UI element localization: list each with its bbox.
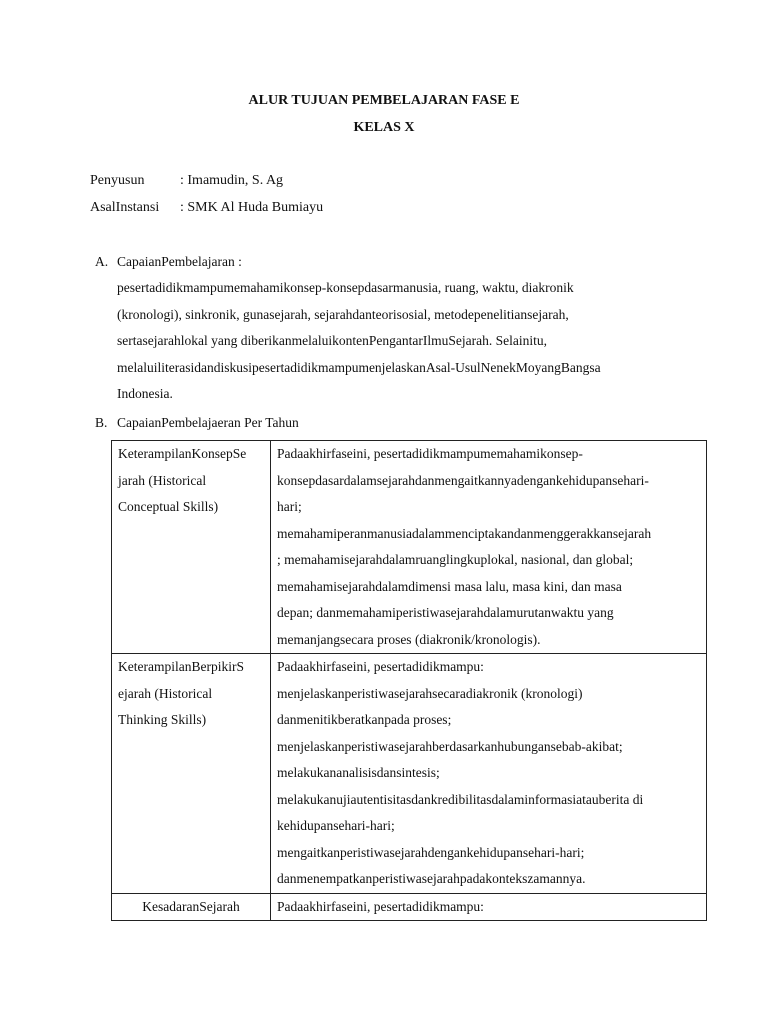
table-cell-content [271, 893, 707, 921]
cell-line: memanjangsecara proses (diakronik/kronologis). [277, 631, 541, 647]
table-cell-label [112, 893, 271, 921]
cell-line: KeterampilanKonsepSe [118, 446, 247, 461]
cell-line: KeterampilanBerpikirS [118, 659, 244, 674]
paragraph-line: (kronologi), sinkronik, gunasejarah, sejarahdanteorisosial, metodepenelitiansejarah, [117, 306, 569, 322]
learning-outcomes-table [111, 440, 707, 921]
cell-line: ejarah (Historical [118, 685, 213, 701]
cell-line: Thinking Skills) [118, 712, 207, 727]
section-title: CapaianPembelajaran : [117, 254, 242, 269]
cell-line: mengaitkanperistiwasejarahdengankehidupansehari-hari; [277, 844, 585, 860]
meta-value: : SMK Al Huda Bumiayu [180, 200, 324, 215]
cell-line: hari; [277, 499, 302, 514]
paragraph-line: melaluiliterasidandiskusipesertadidikmampumenjelaskanAsal-UsulNenekMoyangBangsa [117, 359, 601, 375]
cell-line: kehidupansehari-hari; [277, 818, 395, 833]
table-row [112, 654, 707, 894]
cell-line: danmenempatkanperistiwasejarahpadakontekszamannya. [277, 871, 586, 886]
meta-key: AsalInstansi [90, 200, 160, 215]
cell-line: Padaakhirfaseini, pesertadidikmampu: [277, 659, 484, 674]
section-b-heading [95, 415, 299, 431]
table-cell-label [112, 441, 271, 654]
paragraph-line: Indonesia. [117, 386, 173, 401]
table-cell-content [271, 654, 707, 894]
section-title: CapaianPembelajaeran Per Tahun [117, 415, 299, 430]
cell-line: ; memahamisejarahdalamruanglingkuplokal, nasional, dan global; [277, 552, 634, 567]
section-letter: B. [95, 415, 108, 430]
cell-line: danmenitikberatkanpada proses; [277, 712, 452, 727]
section-a-heading [95, 254, 242, 270]
cell-line: Padaakhirfaseini, pesertadidikmampumemahamikonsep- [277, 446, 583, 461]
table-cell-content [271, 441, 707, 654]
meta-value: : Imamudin, S. Ag [180, 173, 284, 188]
table-row [112, 893, 707, 921]
cell-line: KesadaranSejarah [142, 898, 240, 914]
document-subtitle: KELAS X [353, 120, 415, 135]
cell-line: memahamiperanmanusiadalammenciptakandanmenggerakkansejarah [277, 525, 652, 541]
cell-line: menjelaskanperistiwasejarahberdasarkanhubungansebab-akibat; [277, 738, 623, 754]
paragraph-line: sertasejarahlokal yang diberikanmelaluikontenPengantarIlmuSejarah. Selainitu, [117, 333, 547, 348]
meta-key: Penyusun [90, 173, 145, 188]
cell-line: depan; danmemahamiperistiwasejarahdalamurutanwaktu yang [277, 605, 614, 620]
cell-line: jarah (Historical [118, 472, 207, 488]
cell-line: melakukananalisisdansintesis; [277, 765, 440, 780]
meta-institution [90, 200, 323, 216]
cell-line: Conceptual Skills) [118, 499, 219, 514]
cell-line: memahamisejarahdalamdimensi masa lalu, masa kini, dan masa [277, 578, 622, 594]
cell-line: konsepdasardalamsejarahdanmengaitkannyadengankehidupansehari- [277, 472, 649, 488]
section-letter: A. [95, 254, 109, 269]
table-row [112, 441, 707, 654]
document-title: ALUR TUJUAN PEMBELAJARAN FASE E [248, 93, 520, 108]
meta-author [90, 173, 283, 189]
cell-line: menjelaskanperistiwasejarahsecaradiakronik (kronologi) [277, 685, 583, 701]
cell-line: Padaakhirfaseini, pesertadidikmampu: [277, 898, 484, 914]
paragraph-line: pesertadidikmampumemahamikonsep-konsepdasarmanusia, ruang, waktu, diakronik [117, 280, 574, 295]
section-a-paragraph [117, 275, 677, 408]
cell-line: melakukanujiautentisitasdankredibilitasdalaminformasiatauberita di [277, 791, 644, 807]
table-cell-label [112, 654, 271, 894]
